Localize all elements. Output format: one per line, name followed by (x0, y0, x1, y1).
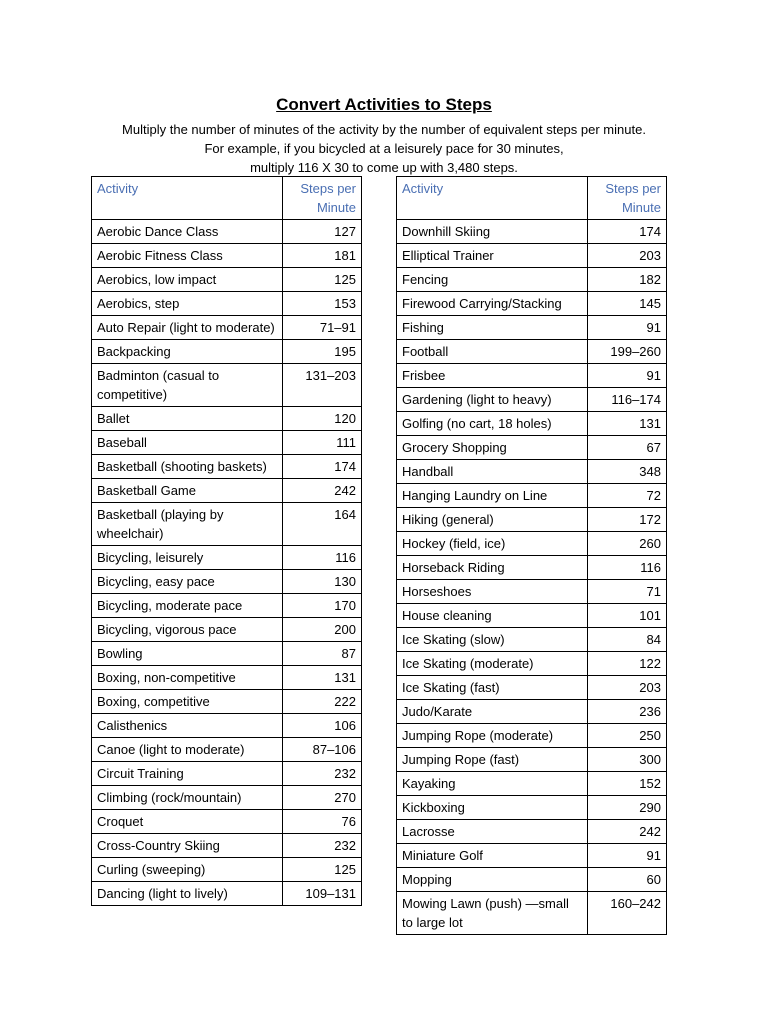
steps-cell: 172 (588, 508, 667, 532)
steps-header-line-2: Minute (621, 200, 661, 215)
steps-column-header (283, 177, 362, 220)
steps-header-line-1: Steps per (605, 181, 661, 196)
intro-text (0, 120, 768, 177)
table-row (397, 244, 667, 268)
table-row (397, 820, 667, 844)
steps-cell: 101 (588, 604, 667, 628)
activity-cell: Fishing (397, 316, 588, 340)
activity-cell: Firewood Carrying/Stacking (397, 292, 588, 316)
table-row (92, 810, 362, 834)
activity-cell: Hockey (field, ice) (397, 532, 588, 556)
activity-cell: Climbing (rock/mountain) (92, 786, 283, 810)
steps-cell: 232 (283, 762, 362, 786)
activity-cell: Dancing (light to lively) (92, 882, 283, 906)
steps-cell: 131 (283, 666, 362, 690)
steps-header-line-2: Minute (316, 200, 356, 215)
steps-cell: 116 (283, 546, 362, 570)
activity-cell: Mowing Lawn (push) —small to large lot (397, 892, 588, 935)
activity-cell: Bicycling, easy pace (92, 570, 283, 594)
table-row (397, 772, 667, 796)
steps-cell: 195 (283, 340, 362, 364)
steps-cell: 203 (588, 676, 667, 700)
table-row (92, 834, 362, 858)
table-row (92, 858, 362, 882)
table-row (397, 484, 667, 508)
steps-cell: 60 (588, 868, 667, 892)
activity-cell: Bicycling, moderate pace (92, 594, 283, 618)
steps-cell: 72 (588, 484, 667, 508)
table-row (92, 762, 362, 786)
steps-cell: 250 (588, 724, 667, 748)
activity-cell: Bowling (92, 642, 283, 666)
intro-line-2: For example, if you bicycled at a leisurely pace for 30 minutes, (204, 141, 564, 156)
table-row (397, 460, 667, 484)
steps-cell: 131–203 (283, 364, 362, 407)
activity-cell: Judo/Karate (397, 700, 588, 724)
table-row (92, 690, 362, 714)
steps-cell: 242 (588, 820, 667, 844)
steps-cell: 125 (283, 858, 362, 882)
steps-cell: 71–91 (283, 316, 362, 340)
table-row (92, 316, 362, 340)
table-row (397, 604, 667, 628)
steps-cell: 260 (588, 532, 667, 556)
steps-header-line-1: Steps per (300, 181, 356, 196)
steps-cell: 236 (588, 700, 667, 724)
table-row (92, 431, 362, 455)
table-row (397, 412, 667, 436)
table-header-row (92, 177, 362, 220)
table-row (397, 292, 667, 316)
table-row (92, 786, 362, 810)
activity-cell: Elliptical Trainer (397, 244, 588, 268)
steps-cell: 131 (588, 412, 667, 436)
activity-cell: Bicycling, vigorous pace (92, 618, 283, 642)
activity-column-header: Activity (397, 177, 588, 220)
table-row (92, 546, 362, 570)
steps-cell: 76 (283, 810, 362, 834)
steps-cell: 181 (283, 244, 362, 268)
steps-cell: 242 (283, 479, 362, 503)
table-row (397, 892, 667, 935)
steps-cell: 116 (588, 556, 667, 580)
steps-cell: 203 (588, 244, 667, 268)
activity-cell: Baseball (92, 431, 283, 455)
table-row (397, 556, 667, 580)
table-row (92, 292, 362, 316)
activity-cell: Badminton (casual to competitive) (92, 364, 283, 407)
activity-cell: Calisthenics (92, 714, 283, 738)
steps-cell: 84 (588, 628, 667, 652)
steps-cell: 91 (588, 364, 667, 388)
steps-cell: 87–106 (283, 738, 362, 762)
activity-cell: Kickboxing (397, 796, 588, 820)
table-row (397, 316, 667, 340)
activity-cell: Aerobics, step (92, 292, 283, 316)
activity-cell: Aerobic Fitness Class (92, 244, 283, 268)
table-row (92, 666, 362, 690)
activity-cell: Croquet (92, 810, 283, 834)
activity-cell: Downhill Skiing (397, 220, 588, 244)
steps-cell: 125 (283, 268, 362, 292)
steps-cell: 153 (283, 292, 362, 316)
activity-cell: Auto Repair (light to moderate) (92, 316, 283, 340)
table-row (92, 455, 362, 479)
steps-cell: 71 (588, 580, 667, 604)
page-title: Convert Activities to Steps (276, 95, 492, 114)
activity-cell: Cross-Country Skiing (92, 834, 283, 858)
table-row (92, 503, 362, 546)
table-row (397, 388, 667, 412)
activity-cell: Jumping Rope (fast) (397, 748, 588, 772)
activity-cell: Bicycling, leisurely (92, 546, 283, 570)
activity-cell: House cleaning (397, 604, 588, 628)
table-row (92, 618, 362, 642)
steps-cell: 120 (283, 407, 362, 431)
table-row (92, 570, 362, 594)
table-row (92, 220, 362, 244)
intro-line-1: Multiply the number of minutes of the activity by the number of equivalent steps per minute. (122, 122, 646, 137)
activity-cell: Ice Skating (moderate) (397, 652, 588, 676)
activity-cell: Canoe (light to moderate) (92, 738, 283, 762)
activity-cell: Horseshoes (397, 580, 588, 604)
steps-cell: 182 (588, 268, 667, 292)
table-row (92, 244, 362, 268)
activity-cell: Mopping (397, 868, 588, 892)
activity-cell: Grocery Shopping (397, 436, 588, 460)
steps-cell: 199–260 (588, 340, 667, 364)
activity-cell: Miniature Golf (397, 844, 588, 868)
activity-cell: Boxing, competitive (92, 690, 283, 714)
table-row (92, 268, 362, 292)
steps-cell: 91 (588, 844, 667, 868)
table-row (397, 676, 667, 700)
steps-cell: 116–174 (588, 388, 667, 412)
steps-cell: 222 (283, 690, 362, 714)
steps-cell: 164 (283, 503, 362, 546)
steps-cell: 91 (588, 316, 667, 340)
steps-cell: 170 (283, 594, 362, 618)
activity-cell: Ice Skating (fast) (397, 676, 588, 700)
steps-cell: 145 (588, 292, 667, 316)
steps-cell: 232 (283, 834, 362, 858)
table-row (397, 268, 667, 292)
activity-cell: Jumping Rope (moderate) (397, 724, 588, 748)
steps-cell: 67 (588, 436, 667, 460)
table-row (92, 340, 362, 364)
table-row (92, 407, 362, 431)
intro-line-3: multiply 116 X 30 to come up with 3,480 steps. (250, 160, 518, 175)
steps-cell: 87 (283, 642, 362, 666)
steps-cell: 270 (283, 786, 362, 810)
table-row (92, 364, 362, 407)
activity-cell: Curling (sweeping) (92, 858, 283, 882)
activity-cell: Football (397, 340, 588, 364)
activity-cell: Boxing, non-competitive (92, 666, 283, 690)
table-row (92, 479, 362, 503)
steps-cell: 122 (588, 652, 667, 676)
right-table-body (397, 220, 667, 935)
activity-cell: Handball (397, 460, 588, 484)
steps-cell: 106 (283, 714, 362, 738)
steps-cell: 200 (283, 618, 362, 642)
table-row (397, 580, 667, 604)
table-row (397, 748, 667, 772)
steps-cell: 127 (283, 220, 362, 244)
activity-cell: Fencing (397, 268, 588, 292)
table-row (92, 594, 362, 618)
activity-cell: Backpacking (92, 340, 283, 364)
table-row (92, 642, 362, 666)
activity-cell: Ballet (92, 407, 283, 431)
activity-cell: Basketball Game (92, 479, 283, 503)
activity-column-header: Activity (92, 177, 283, 220)
steps-cell: 300 (588, 748, 667, 772)
steps-cell: 174 (588, 220, 667, 244)
table-row (397, 508, 667, 532)
activity-cell: Frisbee (397, 364, 588, 388)
table-row (397, 724, 667, 748)
table-row (397, 844, 667, 868)
left-table-body (92, 220, 362, 906)
table-row (397, 628, 667, 652)
table-row (397, 364, 667, 388)
activity-cell: Ice Skating (slow) (397, 628, 588, 652)
activity-cell: Basketball (playing by wheelchair) (92, 503, 283, 546)
activity-cell: Circuit Training (92, 762, 283, 786)
steps-cell: 109–131 (283, 882, 362, 906)
table-row (397, 868, 667, 892)
table-row (92, 882, 362, 906)
activity-cell: Hiking (general) (397, 508, 588, 532)
steps-cell: 111 (283, 431, 362, 455)
activity-cell: Lacrosse (397, 820, 588, 844)
table-header-row (397, 177, 667, 220)
activity-cell: Basketball (shooting baskets) (92, 455, 283, 479)
activity-cell: Horseback Riding (397, 556, 588, 580)
steps-column-header (588, 177, 667, 220)
activity-cell: Golfing (no cart, 18 holes) (397, 412, 588, 436)
steps-cell: 160–242 (588, 892, 667, 935)
activity-cell: Aerobic Dance Class (92, 220, 283, 244)
activity-cell: Kayaking (397, 772, 588, 796)
activity-cell: Gardening (light to heavy) (397, 388, 588, 412)
left-activity-table (91, 176, 362, 906)
table-row (397, 340, 667, 364)
table-row (397, 796, 667, 820)
table-row (92, 714, 362, 738)
steps-cell: 290 (588, 796, 667, 820)
right-activity-table (396, 176, 667, 935)
activity-cell: Hanging Laundry on Line (397, 484, 588, 508)
steps-cell: 152 (588, 772, 667, 796)
activity-cell: Aerobics, low impact (92, 268, 283, 292)
table-row (397, 220, 667, 244)
table-row (92, 738, 362, 762)
steps-cell: 174 (283, 455, 362, 479)
table-row (397, 652, 667, 676)
table-row (397, 436, 667, 460)
table-row (397, 700, 667, 724)
table-row (397, 532, 667, 556)
steps-cell: 130 (283, 570, 362, 594)
steps-cell: 348 (588, 460, 667, 484)
